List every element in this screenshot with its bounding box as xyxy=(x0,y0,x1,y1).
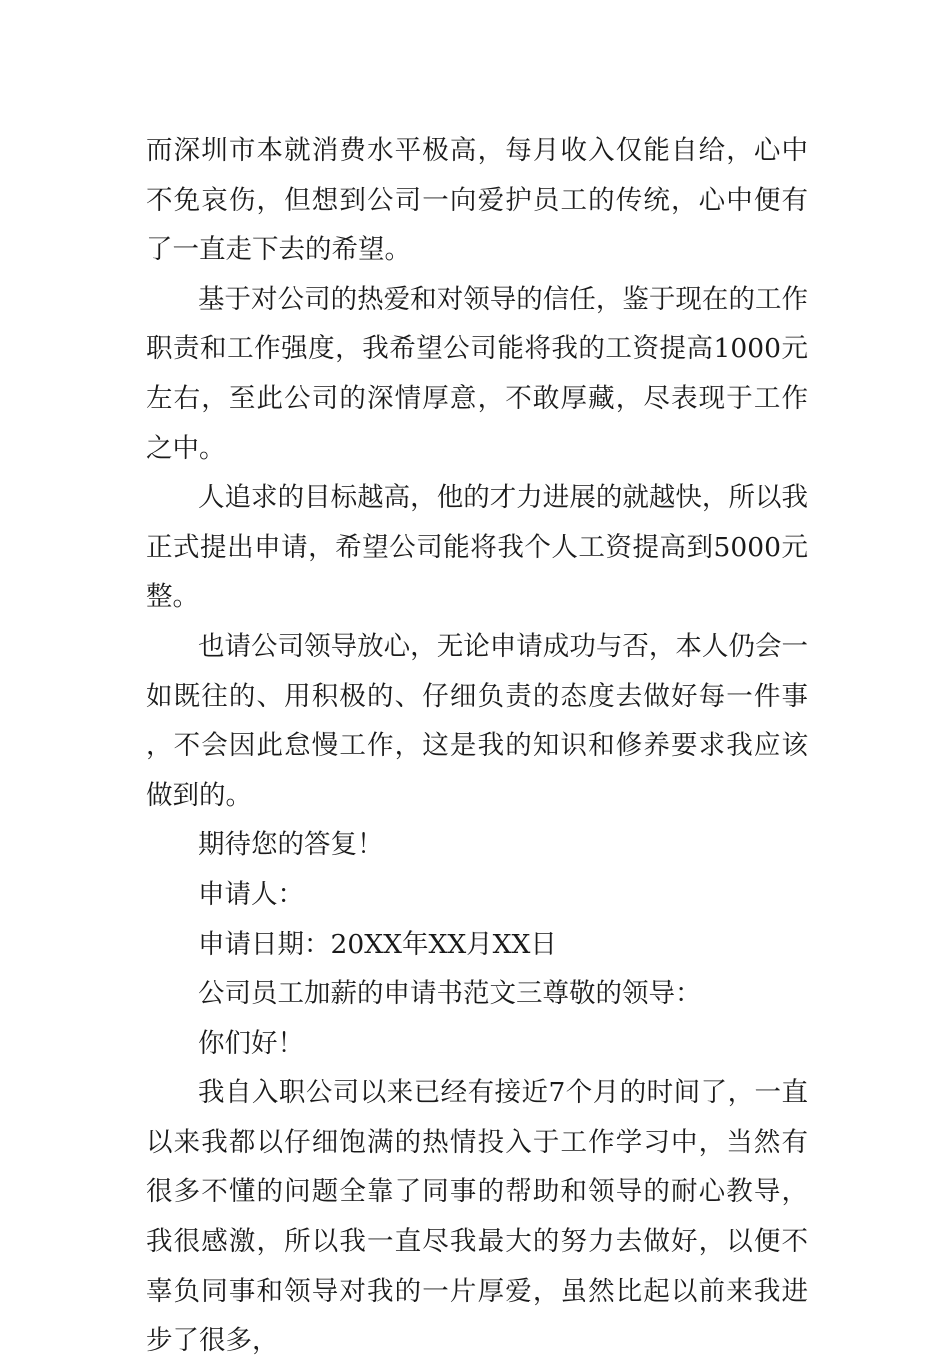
greeting-line: 你们好！ xyxy=(198,1027,304,1059)
paragraph-4: 也请公司领导放心，无论申请成功与否，本人仍会一如既往的、用积极的、仔细负责的态度去做好每一件事，不会因此怠慢工作，这是我的知识和修养要求我应该做到的。 xyxy=(146,630,808,811)
application-date-line: 申请日期：20XX年XX月XX日 xyxy=(198,928,557,960)
paragraph-body: 我自入职公司以来已经有接近7个月的时间了，一直以来我都以仔细饱满的热情投入于工作学习中，当然有很多不懂的问题全靠了同事的帮助和领导的耐心教导，我很感激，所以我一直尽我最大的努力去做好，以便不辜负同事和领导对我的一片厚爱，虽然比起以前来我进步了很多， xyxy=(146,1077,808,1357)
section-title-line: 公司员工加薪的申请书范文三尊敬的领导： xyxy=(198,978,702,1010)
applicant-line: 申请人： xyxy=(198,878,304,910)
paragraph-2: 基于对公司的热爱和对领导的信任，鉴于现在的工作职责和工作强度，我希望公司能将我的工资提高1000元左右，至此公司的深情厚意，不敢厚藏，尽表现于工作之中。 xyxy=(146,283,808,464)
paragraph-1: 而深圳市本就消费水平极高，每月收入仅能自给，心中不免哀伤，但想到公司一向爱护员工的传统，心中便有了一直走下去的希望。 xyxy=(146,135,808,266)
closing-line: 期待您的答复！ xyxy=(198,829,384,861)
document-body xyxy=(146,126,808,1366)
paragraph-3: 人追求的目标越高，他的才力进展的就越快，所以我正式提出申请，希望公司能将我个人工资提高到5000元整。 xyxy=(146,482,808,613)
